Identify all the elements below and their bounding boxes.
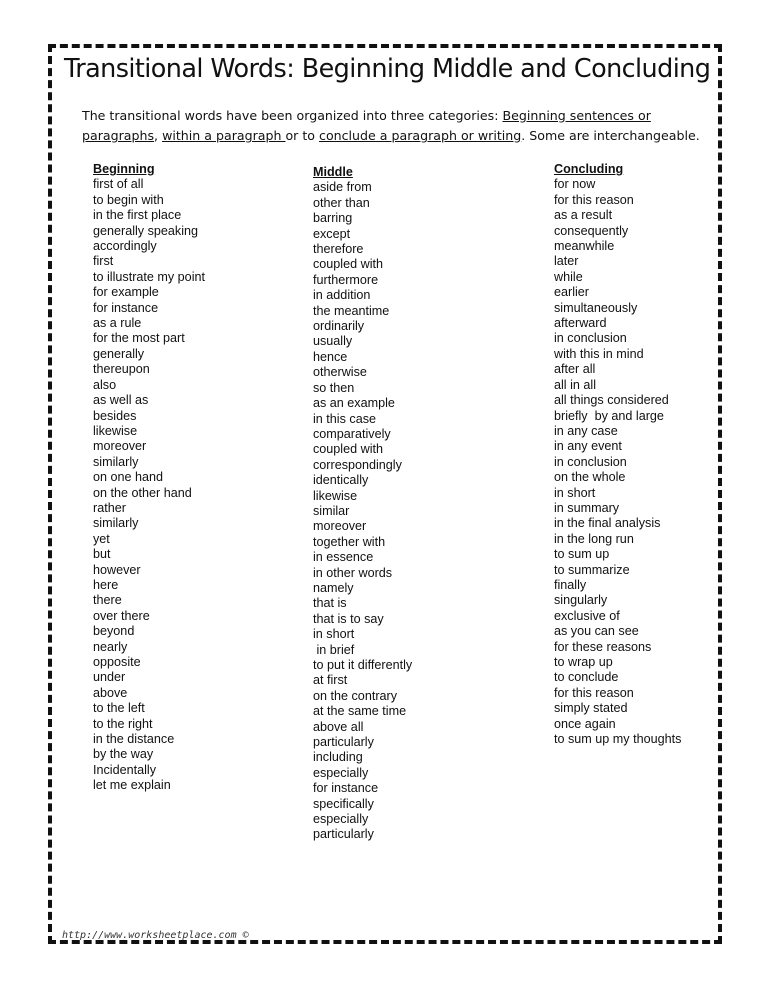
word-item: simultaneously [554, 300, 638, 315]
word-item: by the way [93, 747, 154, 762]
word-item: for this reason [554, 192, 634, 207]
word-item: that is [313, 596, 347, 611]
word-item: for instance [313, 781, 379, 796]
word-item: to wrap up [554, 655, 613, 669]
word-item: for instance [93, 300, 159, 315]
word-item: finally [554, 577, 587, 592]
word-item: for example [93, 285, 159, 300]
word-item: in other words [313, 565, 393, 580]
word-item: especially [313, 765, 369, 780]
word-item: for the most part [93, 331, 185, 346]
word-item: in conclusion [554, 454, 627, 469]
word-item: consequently [554, 223, 629, 238]
word-item: there [93, 593, 122, 608]
word-item: in summary [554, 500, 620, 515]
word-item: first [93, 254, 114, 269]
word-item: in essence [313, 550, 374, 565]
intro-text: or to [285, 128, 320, 143]
intro-concluding-link: conclude a paragraph or writing [319, 128, 522, 143]
word-item: in addition [313, 288, 371, 303]
word-item: comparatively [313, 426, 391, 441]
word-item: furthermore [313, 272, 379, 287]
word-item: coupled with [313, 257, 384, 272]
word-item: as a rule [93, 316, 142, 331]
word-item: moreover [313, 519, 367, 534]
word-item: for now [554, 177, 596, 192]
word-item: all in all [554, 377, 596, 392]
word-item: let me explain [93, 778, 171, 793]
word-item: on one hand [93, 470, 164, 485]
word-item: in short [554, 485, 596, 500]
word-item: Incidentally [93, 762, 157, 777]
word-item: in conclusion [554, 331, 627, 346]
word-item: on the other hand [93, 485, 192, 500]
word-item: to summarize [554, 562, 630, 577]
word-item: above [93, 685, 128, 700]
word-item: to sum up [554, 547, 610, 562]
word-item: especially [313, 812, 369, 827]
word-item: all things considered [554, 393, 669, 408]
word-item: particularly [313, 827, 374, 842]
word-item: similarly [93, 516, 139, 531]
word-item: but [93, 547, 111, 562]
word-item: exclusive of [554, 608, 620, 623]
word-item: yet [93, 531, 110, 546]
word-item: to the right [93, 716, 153, 731]
word-item: together with [313, 534, 386, 549]
word-item: however [93, 562, 141, 577]
word-item: to put it differently [313, 658, 413, 672]
word-item: to illustrate my point [93, 269, 205, 284]
word-item: generally [93, 346, 145, 361]
word-item: in the final analysis [554, 516, 661, 531]
column-heading-concluding: Concluding [554, 162, 624, 176]
word-item: usually [313, 334, 353, 349]
word-item: similarly [93, 454, 139, 469]
word-item: likewise [93, 423, 138, 438]
word-item: hence [313, 349, 348, 364]
concluding-column [554, 162, 681, 747]
word-item: opposite [93, 655, 141, 669]
word-item: beyond [93, 624, 135, 639]
word-item: later [554, 254, 579, 269]
word-item: above all [313, 719, 364, 734]
word-item: aside from [313, 180, 372, 195]
word-item: that is to say [313, 611, 384, 626]
word-item: in the distance [93, 732, 175, 747]
word-item: in any case [554, 423, 618, 438]
word-item: except [313, 226, 351, 241]
word-item: moreover [93, 439, 147, 454]
column-heading-beginning: Beginning [93, 162, 155, 176]
word-item: as a result [554, 208, 613, 223]
word-item: first of all [93, 177, 144, 192]
footer-url: http://www.worksheetplace.com © [62, 930, 249, 941]
word-item: generally speaking [93, 223, 199, 238]
word-item: for these reasons [554, 639, 652, 654]
beginning-column [93, 162, 205, 794]
word-item: the meantime [313, 303, 390, 318]
word-item: so then [313, 380, 355, 395]
word-item: similar [313, 503, 350, 518]
word-item: while [554, 269, 583, 284]
word-item: here [93, 577, 119, 592]
word-item: therefore [313, 242, 364, 257]
page-title: Transitional Words: Beginning Middle and Concluding [64, 54, 711, 84]
word-item: simply stated [554, 701, 628, 716]
intro-beginning-link: Beginning sentences or paragraphs [82, 108, 651, 143]
intro-paragraph [82, 106, 702, 146]
word-item: thereupon [93, 362, 150, 377]
word-item: afterward [554, 316, 607, 331]
word-item: in brief [313, 642, 355, 657]
word-item: on the whole [554, 470, 626, 485]
word-item: as an example [313, 396, 395, 411]
word-item: in the first place [93, 208, 182, 223]
word-item: also [93, 377, 117, 392]
word-item: as well as [93, 393, 149, 408]
word-item: at the same time [313, 704, 407, 719]
word-item: on the contrary [313, 688, 398, 703]
intro-text: . Some are interchangeable. [521, 128, 700, 143]
word-item: specifically [313, 796, 374, 811]
word-item: identically [313, 473, 369, 488]
word-item: barring [313, 211, 353, 226]
word-item: ordinarily [313, 319, 365, 334]
word-item: nearly [93, 639, 128, 654]
word-item: to sum up my thoughts [554, 732, 682, 747]
word-item: in the long run [554, 531, 634, 546]
word-item: to conclude [554, 670, 619, 685]
column-heading-middle: Middle [313, 165, 353, 179]
word-item: briefly by and large [554, 408, 664, 423]
word-item: meanwhile [554, 239, 615, 254]
word-item: singularly [554, 593, 608, 608]
word-item: once again [554, 716, 616, 731]
word-item: including [313, 750, 363, 765]
word-item: accordingly [93, 239, 157, 254]
word-item: at first [313, 673, 348, 688]
word-item: to the left [93, 701, 145, 716]
word-item: to begin with [93, 192, 164, 207]
word-item: besides [93, 408, 137, 423]
word-item: after all [554, 362, 596, 377]
middle-column [313, 165, 412, 843]
word-item: particularly [313, 735, 374, 750]
word-item: as you can see [554, 624, 639, 639]
word-item: other than [313, 195, 370, 210]
intro-text: , [154, 128, 163, 143]
word-item: in any event [554, 439, 622, 454]
word-item: with this in mind [554, 346, 644, 361]
word-item: under [93, 670, 126, 685]
word-item: earlier [554, 285, 589, 300]
word-item: otherwise [313, 365, 367, 380]
word-item: likewise [313, 488, 358, 503]
word-item: over there [93, 608, 150, 623]
word-item: for this reason [554, 685, 634, 700]
word-item: rather [93, 500, 126, 515]
word-item: namely [313, 580, 354, 595]
word-item: in this case [313, 411, 376, 426]
intro-text: The transitional words have been organized into three categories: [82, 108, 503, 123]
word-item: in short [313, 627, 355, 642]
intro-middle-link: within a paragraph [162, 128, 286, 143]
word-item: coupled with [313, 442, 384, 457]
word-item: correspondingly [313, 457, 402, 472]
